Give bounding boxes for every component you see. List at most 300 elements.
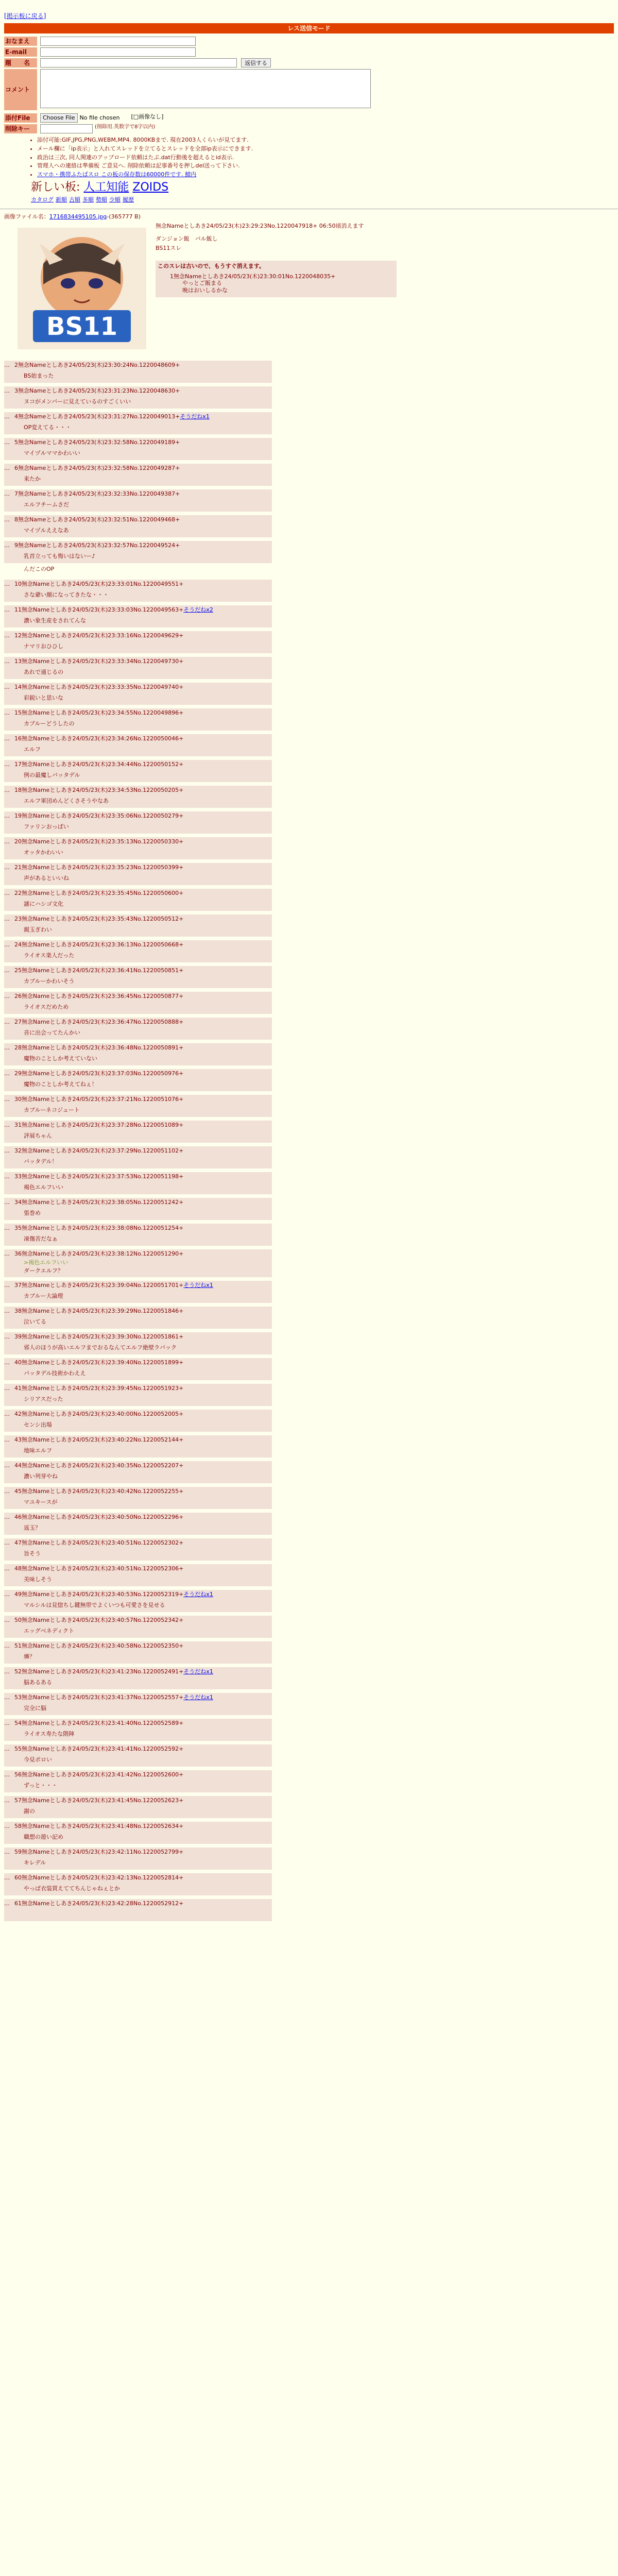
reply-body: エルフ	[24, 745, 41, 753]
reply-post	[4, 734, 272, 756]
reply-meta: 27無念Nameとしあき24/05/23(木)23:36:47No.1220050888+	[14, 1018, 184, 1025]
reply-header	[14, 1333, 183, 1341]
reply-post	[4, 1198, 272, 1220]
reply-meta: 40無念Nameとしあき24/05/23(木)23:39:40No.1220051899+	[14, 1359, 184, 1366]
reply-meta: 29無念Nameとしあき24/05/23(木)23:37:03No.1220050976+	[14, 1070, 184, 1077]
reply-body: バッタデル！	[24, 1158, 58, 1165]
reply-header	[14, 1044, 183, 1052]
reply-body: 今見ポロい	[24, 1756, 52, 1763]
reply-body: 凍傷苦だなぁ	[24, 1235, 58, 1242]
reply-marker: …	[4, 735, 10, 742]
reply-post	[4, 631, 272, 653]
file-label: 添付File	[4, 113, 37, 123]
reply-header	[14, 684, 183, 691]
reply-meta: 55無念Nameとしあき24/05/23(木)23:41:41No.1220052592+	[14, 1745, 184, 1752]
reply-header	[14, 1617, 183, 1624]
reply-marker: …	[4, 1513, 10, 1520]
new-boards-prefix: 新しい板:	[31, 180, 84, 194]
reply-body: 声があるといいね	[24, 874, 69, 882]
reply-body: 美味しそう	[24, 1575, 52, 1583]
reply-body: 親玉ぎわい	[24, 926, 52, 933]
reply-post	[4, 811, 272, 834]
reply-post	[4, 657, 272, 679]
reply-body: 泣いてる	[24, 1318, 46, 1325]
op-thumbnail-art	[18, 228, 146, 349]
reply-body: エッグベネディクト	[24, 1627, 74, 1634]
reply-marker: …	[4, 812, 10, 819]
reply-body: 例の最魔しバッタデル	[24, 771, 80, 778]
reply-meta: 13無念Nameとしあき24/05/23(木)23:33:34No.1220049730+	[14, 657, 184, 665]
reply-body: 褐色エルフいい	[24, 1183, 63, 1191]
reply-body: ファリンおっぱい	[24, 823, 69, 830]
history-link[interactable]: 履歴	[123, 196, 134, 204]
reply-body: 職想の遊い記め	[24, 1833, 63, 1840]
reply-body: センシ出場	[24, 1421, 52, 1428]
reply-post	[4, 1719, 272, 1741]
reply-header	[14, 362, 180, 369]
reply-post	[4, 1410, 272, 1432]
reply-post	[4, 863, 272, 885]
reply-1-line: 晩はおいしるかな	[182, 287, 228, 294]
reply-header	[14, 1225, 183, 1232]
reply-header	[14, 1147, 183, 1155]
reply-marker: …	[4, 1281, 10, 1289]
reply-header	[14, 516, 180, 523]
reply-marker: …	[4, 1410, 10, 1417]
top-nav	[0, 0, 618, 20]
reply-body: 評展ちゃん	[24, 1132, 52, 1139]
reply-post	[4, 1018, 272, 1040]
reply-meta: 60無念Nameとしあき24/05/23(木)23:42:13No.1220052814+	[14, 1874, 184, 1881]
reply-meta: 57無念Nameとしあき24/05/23(木)23:41:45No.1220052623+	[14, 1797, 184, 1804]
reply-post	[4, 837, 272, 859]
no-image-checkbox[interactable]	[131, 113, 163, 121]
reply-body: ライオスだめため	[24, 1003, 69, 1010]
reply-marker: …	[4, 760, 10, 768]
reply-header	[14, 542, 180, 549]
reply-marker: …	[4, 941, 10, 948]
reply-marker: …	[4, 1693, 10, 1701]
rule-item	[37, 171, 618, 178]
file-picker[interactable]	[40, 113, 119, 123]
reply-header	[14, 1694, 213, 1701]
reply-header	[14, 658, 183, 665]
reply-header	[14, 1411, 183, 1418]
reply-marker: …	[4, 967, 10, 974]
reply-post	[4, 1384, 272, 1406]
reply-marker: …	[4, 361, 10, 368]
sodane-button[interactable]: そうだねx1	[183, 1693, 213, 1701]
reply-marker: …	[4, 1359, 10, 1366]
reply-meta: 59無念Nameとしあき24/05/23(木)23:42:11No.1220052799+	[14, 1848, 184, 1855]
reply-body: 脳あるある	[24, 1679, 52, 1686]
reply-meta: 53無念Nameとしあき24/05/23(木)23:41:37No.1220052557+	[14, 1693, 184, 1701]
reply-header	[14, 1199, 183, 1206]
reply-marker: …	[4, 863, 10, 871]
reply-marker: …	[4, 1307, 10, 1314]
rule-item: • 政治は三次, 同人関連のアップロード依頼はたぷ.dat行動後を超えるとid表示.	[37, 154, 618, 161]
reply-post	[4, 1043, 272, 1065]
reply-marker: …	[4, 1539, 10, 1546]
rule-item: • 添付可能:GIF,JPG,PNG,WEBM,MP4. 8000KBまで. 現在2003人くらいが見てます.	[37, 137, 618, 144]
reply-post	[4, 760, 272, 782]
reply-header	[14, 1642, 183, 1650]
sodane-button[interactable]: そうだねx1	[183, 1281, 213, 1289]
reply-post	[4, 1667, 272, 1689]
reply-marker: …	[4, 1198, 10, 1206]
reply-body: 乳首立っても悔いはないー♪	[24, 552, 96, 560]
sort-momentum-link[interactable]: 勢順	[96, 196, 107, 204]
reply-body: 燐？	[24, 1653, 35, 1660]
reply-meta: 30無念Nameとしあき24/05/23(木)23:37:21No.1220051076+	[14, 1095, 184, 1103]
reply-post	[4, 1121, 272, 1143]
reply-body: マイヅルええなあ	[24, 527, 69, 534]
reply-post	[4, 1249, 272, 1277]
reply-marker: …	[4, 387, 10, 394]
reply-meta: 8無念Nameとしあき24/05/23(木)23:32:51No.1220049468+	[14, 516, 180, 523]
reply-marker: …	[4, 464, 10, 471]
file-status: No file chosen	[79, 114, 120, 122]
choose-file-button[interactable]: Choose File	[40, 113, 78, 123]
reply-marker: …	[4, 709, 10, 716]
reply-marker: …	[4, 915, 10, 922]
reply-post	[4, 1873, 272, 1895]
rule-link[interactable]: スマホ・携帯ふたばスロ この板の保存数は60000件です. 鯖内	[37, 171, 197, 178]
op-thumbnail[interactable]	[18, 228, 146, 349]
reply-post	[4, 438, 272, 460]
reply-post	[4, 1358, 272, 1380]
reply-body: 旨そう	[24, 1550, 41, 1557]
reply-marker: …	[4, 1668, 10, 1675]
reply-post	[4, 1899, 272, 1921]
reply-meta: 47無念Nameとしあき24/05/23(木)23:40:51No.1220052302+	[14, 1539, 184, 1546]
reply-header	[14, 1591, 213, 1598]
reply-marker: …	[4, 580, 10, 587]
reply-header	[14, 1250, 183, 1258]
reply-meta: 21無念Nameとしあき24/05/23(木)23:35:23No.1220050399+	[14, 863, 184, 871]
reply-meta: 7無念Nameとしあき24/05/23(木)23:32:33No.1220049387+	[14, 490, 180, 497]
reply-post	[4, 940, 272, 962]
reply-body: 魔物のことしか考えていない	[24, 1055, 97, 1062]
reply-header	[14, 1282, 213, 1289]
reply-marker: …	[4, 1224, 10, 1231]
reply-header	[14, 941, 183, 948]
reply-header	[14, 812, 183, 820]
reply-meta: 38無念Nameとしあき24/05/23(木)23:39:29No.1220051846+	[14, 1307, 184, 1314]
reply-post	[4, 1513, 272, 1535]
reply-meta: 39無念Nameとしあき24/05/23(木)23:39:30No.1220051861+	[14, 1333, 184, 1340]
reply-body: バッタデル技術かわええ	[24, 1369, 86, 1377]
reply-header	[14, 1462, 183, 1469]
reply-meta: 24無念Nameとしあき24/05/23(木)23:36:13No.1220050668+	[14, 941, 184, 948]
sort-many-link[interactable]: 多順	[82, 196, 94, 204]
reply-marker: …	[4, 490, 10, 497]
reply-post	[4, 1461, 272, 1483]
reply-header	[14, 1514, 183, 1521]
op-post	[4, 222, 618, 361]
reply-header	[14, 1745, 183, 1753]
reply-post	[4, 683, 272, 705]
sodane-button[interactable]: そうだねx1	[183, 1590, 213, 1598]
rule-item: • メール欄に「ip表示」と入れてスレッドを立てるとスレッドを全部ip表示にできます.	[37, 145, 618, 152]
reply-post	[4, 1224, 272, 1246]
no-image-label: [□画像なし]	[131, 113, 164, 120]
reply-meta: 31無念Nameとしあき24/05/23(木)23:37:28No.1220051089+	[14, 1121, 184, 1128]
reply-marker: …	[4, 1771, 10, 1778]
reply-post	[4, 1822, 272, 1844]
reply-header	[14, 1019, 183, 1026]
comment-textarea[interactable]	[40, 69, 371, 108]
reply-marker: …	[4, 1616, 10, 1623]
reply-header	[14, 1797, 183, 1804]
reply-post	[4, 992, 272, 1014]
reply-meta: 36無念Nameとしあき24/05/23(木)23:38:12No.1220051290+	[14, 1250, 184, 1257]
name-field[interactable]	[40, 37, 196, 46]
reply-header	[14, 1874, 183, 1882]
reply-marker: …	[4, 1487, 10, 1495]
reply-body: 濃い象生産をされてんな	[24, 617, 86, 624]
reply-header	[14, 1771, 183, 1778]
submit-reply-button[interactable]: 返信する	[241, 58, 271, 67]
reply-marker: …	[4, 683, 10, 690]
reply-header	[14, 864, 183, 871]
reply-header	[14, 1096, 183, 1103]
reply-post	[4, 1538, 272, 1561]
reply-post	[4, 1590, 272, 1612]
reply-marker: …	[4, 1333, 10, 1340]
reply-marker: …	[4, 1070, 10, 1077]
reply-body: マユキースが	[24, 1498, 58, 1505]
reply-meta: 51無念Nameとしあき24/05/23(木)23:40:58No.1220052350+	[14, 1642, 184, 1649]
reply-header	[14, 1823, 183, 1830]
reply-header	[14, 993, 183, 1000]
reply-meta: 12無念Nameとしあき24/05/23(木)23:33:16No.1220049629+	[14, 632, 184, 639]
reply-post	[4, 1770, 272, 1792]
back-to-board-link[interactable]: [掲示板に戻る]	[4, 12, 46, 20]
reply-header	[14, 890, 183, 897]
reply-meta: 34無念Nameとしあき24/05/23(木)23:38:05No.1220051242+	[14, 1198, 184, 1206]
reply-marker: …	[4, 541, 10, 549]
reply-meta: 46無念Nameとしあき24/05/23(木)23:40:50No.1220052296+	[14, 1513, 184, 1520]
sodane-button[interactable]: そうだねx1	[180, 413, 210, 420]
reply-body: やっぱ衣装買えててちんじゃねぇとか	[24, 1885, 120, 1892]
reply-list	[4, 361, 618, 1921]
reply-post	[4, 565, 272, 576]
reply-post	[4, 1796, 272, 1818]
reply-marker: …	[4, 1719, 10, 1726]
reply-post	[4, 1641, 272, 1664]
sort-new-link[interactable]: 新順	[56, 196, 67, 204]
reply-meta: 43無念Nameとしあき24/05/23(木)23:40:22No.1220052144+	[14, 1436, 184, 1443]
reply-meta: 28無念Nameとしあき24/05/23(木)23:36:48No.1220050891+	[14, 1044, 184, 1051]
reply-meta: 49無念Nameとしあき24/05/23(木)23:40:53No.1220052319+	[14, 1590, 184, 1598]
reply-header	[14, 1359, 183, 1366]
reply-meta: 3無念Nameとしあき24/05/23(木)23:31:23No.1220048630+	[14, 387, 180, 394]
reply-post	[4, 1693, 272, 1715]
reply-body: 魔物のことしか考えてねぇ！	[24, 1080, 97, 1088]
reply-meta: 9無念Nameとしあき24/05/23(木)23:32:57No.1220049524+	[14, 541, 180, 549]
reply-marker: …	[4, 1874, 10, 1881]
subject-field[interactable]	[40, 58, 237, 67]
op-body	[156, 234, 218, 253]
reply-meta: 33無念Nameとしあき24/05/23(木)23:37:53No.1220051198+	[14, 1173, 184, 1180]
sort-links	[31, 196, 618, 204]
reply-header	[14, 413, 210, 420]
reply-marker: …	[4, 1384, 10, 1392]
reply-body: ずっと・・・	[24, 1782, 58, 1789]
sodane-button[interactable]: そうだねx1	[183, 1668, 213, 1675]
reply-post	[4, 1307, 272, 1329]
reply-marker: …	[4, 1173, 10, 1180]
name-label: おなまえ	[4, 37, 37, 46]
reply-meta: 23無念Nameとしあき24/05/23(木)23:35:43No.1220050512+	[14, 915, 184, 922]
rule-item: • 管理人への連絡は準備板 ご意見へ. 削除依頼は記事番号を押しdel送って下さい.	[37, 162, 618, 170]
reply-header	[14, 787, 183, 794]
reply-header	[14, 1849, 183, 1856]
reply-marker: …	[4, 657, 10, 665]
reply-header	[14, 1720, 183, 1727]
file-size: -(365777 B)	[107, 213, 141, 220]
new-board-link-ai[interactable]: 人工知能	[83, 180, 129, 194]
reply-body: んだこのOP	[24, 565, 55, 572]
reply-marker: …	[4, 786, 10, 793]
reply-meta: 50無念Nameとしあき24/05/23(木)23:40:57No.1220052342+	[14, 1616, 184, 1623]
reply-post	[4, 966, 272, 988]
reply-post	[4, 1281, 272, 1303]
reply-marker: …	[4, 516, 10, 523]
delkey-note: (削除用.英数字で8字以内)	[95, 124, 156, 130]
reply-body: 完全に脳	[24, 1704, 46, 1711]
reply-meta: 35無念Nameとしあき24/05/23(木)23:38:08No.1220051254+	[14, 1224, 184, 1231]
reply-meta: 37無念Nameとしあき24/05/23(木)23:39:04No.1220051701+	[14, 1281, 184, 1289]
op-line: ダンジョン飯 バル飯し	[156, 235, 218, 242]
new-board-link-zoids[interactable]: ZOIDS	[132, 180, 169, 194]
reply-body: 邪人のほうが高いエルフまでおるなんてエルフ絶壁ラバック	[24, 1344, 177, 1351]
reply-meta: 10無念Nameとしあき24/05/23(木)23:33:01No.1220049551+	[14, 580, 184, 587]
reply-1-line: やっとご飯まる	[182, 280, 222, 287]
reply-marker: …	[4, 1642, 10, 1649]
reply-marker: …	[4, 632, 10, 639]
reply-header	[14, 761, 183, 768]
file-info	[4, 213, 618, 221]
reply-marker: …	[4, 1822, 10, 1829]
reply-post	[4, 412, 272, 434]
reply-header	[14, 387, 180, 395]
reply-body: 彩鋭いと思いな	[24, 694, 63, 701]
reply-header	[14, 916, 183, 923]
reply-body: ダークエルフ？	[24, 1267, 63, 1274]
reply-header	[14, 1900, 183, 1907]
sort-old-link[interactable]: 古順	[69, 196, 80, 204]
reply-body: ヌコがメンバーに見えているのすごくいい	[24, 398, 131, 405]
reply-post	[4, 889, 272, 911]
reply-meta: 41無念Nameとしあき24/05/23(木)23:39:45No.1220051923+	[14, 1384, 184, 1392]
reply-body: 音に出会ってたんかい	[24, 1029, 80, 1036]
reply-header	[14, 1173, 183, 1180]
reply-body: オッタかわいい	[24, 849, 63, 856]
reply-form	[4, 37, 618, 133]
reply-post	[4, 464, 272, 486]
reply-post	[4, 541, 272, 563]
reply-body: ナマリおひひし	[24, 642, 63, 650]
reply-marker: …	[4, 1044, 10, 1051]
reply-post	[4, 489, 272, 512]
reply-1-header: 1無念Nameとしあき24/05/23(木)23:30:01No.1220048035+	[170, 273, 336, 280]
sodane-button[interactable]: そうだねx2	[183, 606, 213, 613]
thumb-logo-text: BS11	[46, 312, 117, 341]
reply-header	[14, 1308, 183, 1315]
reply-body: 地味エルフ	[24, 1447, 52, 1454]
reply-marker: …	[4, 1018, 10, 1025]
reply-body: 謎にハシゴ文化	[24, 900, 63, 907]
reply-header	[14, 1565, 183, 1572]
reply-header	[14, 735, 183, 742]
catalog-link[interactable]: カタログ	[31, 196, 54, 204]
reply-body: 謝の	[24, 1807, 35, 1815]
reply-marker: …	[4, 838, 10, 845]
reply-post	[4, 361, 272, 383]
delkey-field[interactable]	[40, 124, 93, 133]
reply-body: 返玉？	[24, 1524, 41, 1531]
reply-body: さな爺い顔になってきたな・・・	[24, 591, 109, 598]
reply-post	[4, 1616, 272, 1638]
reply-body: エルフチームさだ	[24, 501, 69, 508]
sort-few-link[interactable]: 少順	[109, 196, 121, 204]
reply-meta: 16無念Nameとしあき24/05/23(木)23:34:26No.1220050046+	[14, 735, 184, 742]
reply-marker: …	[4, 1590, 10, 1598]
reply-meta: 48無念Nameとしあき24/05/23(木)23:40:51No.1220052306+	[14, 1565, 184, 1572]
reply-header	[14, 838, 183, 845]
email-field[interactable]	[40, 47, 196, 57]
reply-post	[4, 708, 272, 731]
reply-marker: …	[4, 1462, 10, 1469]
reply-marker: …	[4, 1095, 10, 1103]
board-rules	[31, 137, 618, 178]
reply-header	[14, 606, 213, 614]
reply-body: マルシルは見惚ちし鍵無帯でよくいつも可愛さを見せる	[24, 1601, 165, 1608]
reply-header	[14, 967, 183, 974]
reply-header	[14, 632, 183, 639]
reply-header	[14, 1122, 183, 1129]
file-info-label: 画像ファイル名：	[4, 213, 49, 220]
reply-body: カブルーネコジュート	[24, 1106, 80, 1113]
reply-marker: …	[4, 1147, 10, 1154]
reply-post	[4, 1564, 272, 1586]
reply-marker: …	[4, 1250, 10, 1257]
reply-meta: 58無念Nameとしあき24/05/23(木)23:41:48No.1220052634+	[14, 1822, 184, 1829]
file-link[interactable]: 1716834495105.jpg	[49, 213, 107, 220]
op-notice	[156, 261, 397, 297]
reply-meta: 45無念Nameとしあき24/05/23(木)23:40:42No.1220052255+	[14, 1487, 184, 1495]
reply-meta: 15無念Nameとしあき24/05/23(木)23:34:55No.1220049896+	[14, 709, 184, 716]
reply-body: BS始まった	[24, 372, 54, 379]
reply-meta: 56無念Nameとしあき24/05/23(木)23:41:42No.1220052600+	[14, 1771, 184, 1778]
reply-body: あれで通じるの	[24, 668, 63, 675]
reply-meta: 61無念Nameとしあき24/05/23(木)23:42:28No.1220052912+	[14, 1900, 184, 1907]
reply-marker: …	[4, 606, 10, 613]
reply-quote: >褐色エルフいい	[24, 1259, 68, 1266]
reply-post	[4, 1848, 272, 1870]
reply-post	[4, 1487, 272, 1509]
reply-post	[4, 386, 272, 409]
expiring-notice: このスレは古いので、もうすぐ消えます。	[158, 262, 265, 269]
reply-meta: 20無念Nameとしあき24/05/23(木)23:35:13No.1220050330+	[14, 838, 184, 845]
reply-post	[4, 914, 272, 937]
reply-meta: 32無念Nameとしあき24/05/23(木)23:37:29No.1220051102+	[14, 1147, 184, 1154]
reply-header	[14, 1436, 183, 1444]
reply-header	[14, 1488, 183, 1495]
subject-label: 題 名	[4, 58, 37, 67]
